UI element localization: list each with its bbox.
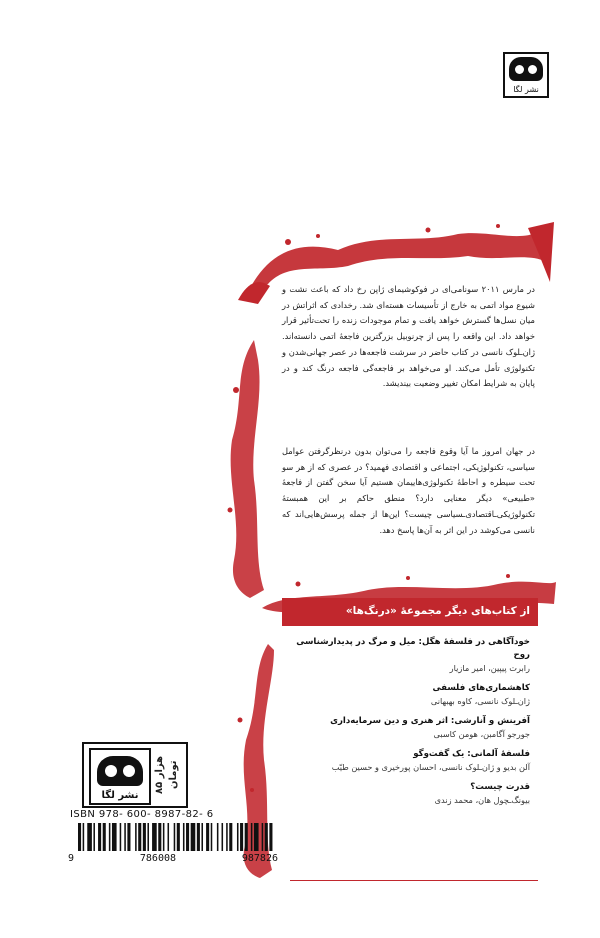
list-item bbox=[282, 636, 530, 675]
barcode-bar bbox=[152, 823, 157, 851]
barcode-bar bbox=[237, 823, 239, 851]
barcode-bar bbox=[78, 823, 81, 851]
book-authors: ژان‌ـلوک نانسی، کاوه بهبهانی bbox=[430, 696, 530, 706]
list-item bbox=[282, 682, 530, 708]
book-title: کاهشماری‌های فلسفی bbox=[432, 683, 530, 693]
publisher-badge bbox=[89, 748, 151, 805]
barcode-digits bbox=[68, 853, 278, 864]
barcode-bar bbox=[87, 823, 92, 851]
barcode-bar bbox=[217, 823, 219, 851]
barcode-bar bbox=[147, 823, 149, 851]
barcode-bar bbox=[191, 823, 196, 851]
price-publisher-box bbox=[82, 742, 188, 808]
publisher-logo-text: نشر لگا bbox=[513, 85, 539, 94]
barcode-bar bbox=[177, 823, 180, 851]
barcode-digit-group: 9 bbox=[68, 853, 75, 864]
barcode-bar bbox=[98, 823, 101, 851]
series-book-list bbox=[282, 636, 530, 814]
description-paragraph-2: در جهان امروز ما آیا وقوع فاجعه را می‌توان بدون درنظرگرفتن عوامل سیاسی، تکنولوژیکی، اجتماعی و اقتصادی فهمید؟ در عصری که از هر سو تحت سیطره و احاطهٔ تکنولوژی‌هاییمان هستیم آیا سخن گفتن از فاجعهٔ «طبیعی» دیگر معنایی دارد؟ منطق حاکم بر این همبستهٔ تکنولوژیکی‌ـاقتصادی‌ـسیاسی چیست؟ این‌ها از جمله پرسش‌هایی‌اند که نانسی می‌کوشد در این اثر به آن‌ها پاسخ دهد. bbox=[282, 446, 535, 535]
barcode-digit-group: 987826 bbox=[241, 853, 278, 864]
owl-icon bbox=[97, 756, 143, 786]
barcode-bar bbox=[158, 823, 161, 851]
publisher-logo bbox=[503, 52, 549, 98]
barcode-bar bbox=[83, 823, 85, 851]
book-authors: رابرت پیپین، امیر مازیار bbox=[449, 663, 530, 673]
barcode-bar bbox=[222, 823, 224, 851]
list-item bbox=[282, 781, 530, 807]
barcode-bar bbox=[183, 823, 185, 851]
barcode-bar bbox=[229, 823, 232, 851]
book-title: خودآگاهی در فلسفهٔ هگل: میل و مرگ در پدیدارشناسی روح bbox=[296, 637, 530, 660]
series-heading: از کتاب‌های دیگر مجموعهٔ «درنگ‌ها» bbox=[345, 605, 530, 617]
bottom-rule bbox=[290, 880, 538, 881]
list-item bbox=[282, 748, 530, 774]
red-ink-splash-left bbox=[224, 330, 272, 600]
barcode-bar bbox=[174, 823, 176, 851]
barcode-digit-group: 786008 bbox=[139, 853, 177, 864]
barcode-bar bbox=[138, 823, 141, 851]
barcode-bar bbox=[251, 823, 253, 851]
barcode-bar bbox=[254, 823, 259, 851]
series-heading-banner bbox=[282, 598, 538, 626]
book-authors: بیونگ‌ـچول هان، محمد زندی bbox=[434, 795, 530, 805]
owl-icon bbox=[509, 57, 543, 81]
barcode-bar bbox=[262, 823, 264, 851]
barcode-bar bbox=[201, 823, 203, 851]
barcode-bar bbox=[197, 823, 200, 851]
barcode-bar bbox=[168, 823, 170, 851]
barcode-bar bbox=[135, 823, 137, 851]
barcode-bar bbox=[103, 823, 106, 851]
barcode-bar bbox=[163, 823, 165, 851]
book-authors: جورجو آگامبن، هومن کاسبی bbox=[433, 729, 530, 739]
description-paragraph-1: در مارس ۲۰۱۱ سونامی‌ای در فوکوشیمای ژاپن رخ داد که باعث نشت و شیوع مواد اتمی به خارج از تأسیسات هسته‌ای شد. رخدادی که اثراتش در میان نسل‌ها گسترش خواهد یافت و تمام موجودات زنده را تحت‌تأثیر قرار خواهد داد. این واقعه را پس از چرنوبیل بزرگترین فاجعهٔ اتمی دانسته‌اند. ژان‌ـلوک نانسی در کتاب حاضر در سرشت فاجعه‌ها در عصر جهانی‌شدن و تکنولوژی تأمل می‌کند. او می‌خواهد بر فاجعه‌گی فاجعه درنگ کند و در پایان به شرایط امکان تغییر وضعیت بیندیشد. bbox=[282, 284, 535, 389]
barcode-bar bbox=[240, 823, 243, 851]
book-description-2 bbox=[282, 444, 535, 538]
barcode-bar bbox=[93, 823, 95, 851]
book-title: آفرینش و آنارشی: اثر هنری و دین سرمایه‌داری bbox=[330, 716, 530, 726]
book-description bbox=[282, 282, 535, 392]
barcode bbox=[78, 823, 274, 851]
price-label: ۸۵ هزار تومان bbox=[154, 755, 179, 795]
barcode-bar bbox=[269, 823, 272, 851]
barcode-bar bbox=[211, 823, 213, 851]
barcode-bar bbox=[109, 823, 111, 851]
barcode-bar bbox=[127, 823, 130, 851]
barcode-bar bbox=[143, 823, 146, 851]
barcode-bar bbox=[186, 823, 189, 851]
barcode-bar bbox=[245, 823, 248, 851]
barcode-bar bbox=[265, 823, 268, 851]
book-title: فلسفهٔ آلمانی: یک گفت‌وگو bbox=[413, 749, 530, 759]
list-item bbox=[282, 715, 530, 741]
barcode-bar bbox=[120, 823, 122, 851]
barcode-bar bbox=[226, 823, 228, 851]
publisher-badge-text: نشر لگا bbox=[101, 790, 139, 801]
barcode-bar bbox=[112, 823, 117, 851]
book-title: قدرت چیست؟ bbox=[470, 782, 530, 792]
book-authors: آلن بدیو و ژان‌ـلوک نانسی، احسان پورخیری و حسین طیّب bbox=[331, 762, 530, 772]
barcode-bar bbox=[124, 823, 126, 851]
isbn-text: ISBN 978- 600- 8987-82- 6 bbox=[70, 809, 214, 820]
barcode-bar bbox=[206, 823, 209, 851]
